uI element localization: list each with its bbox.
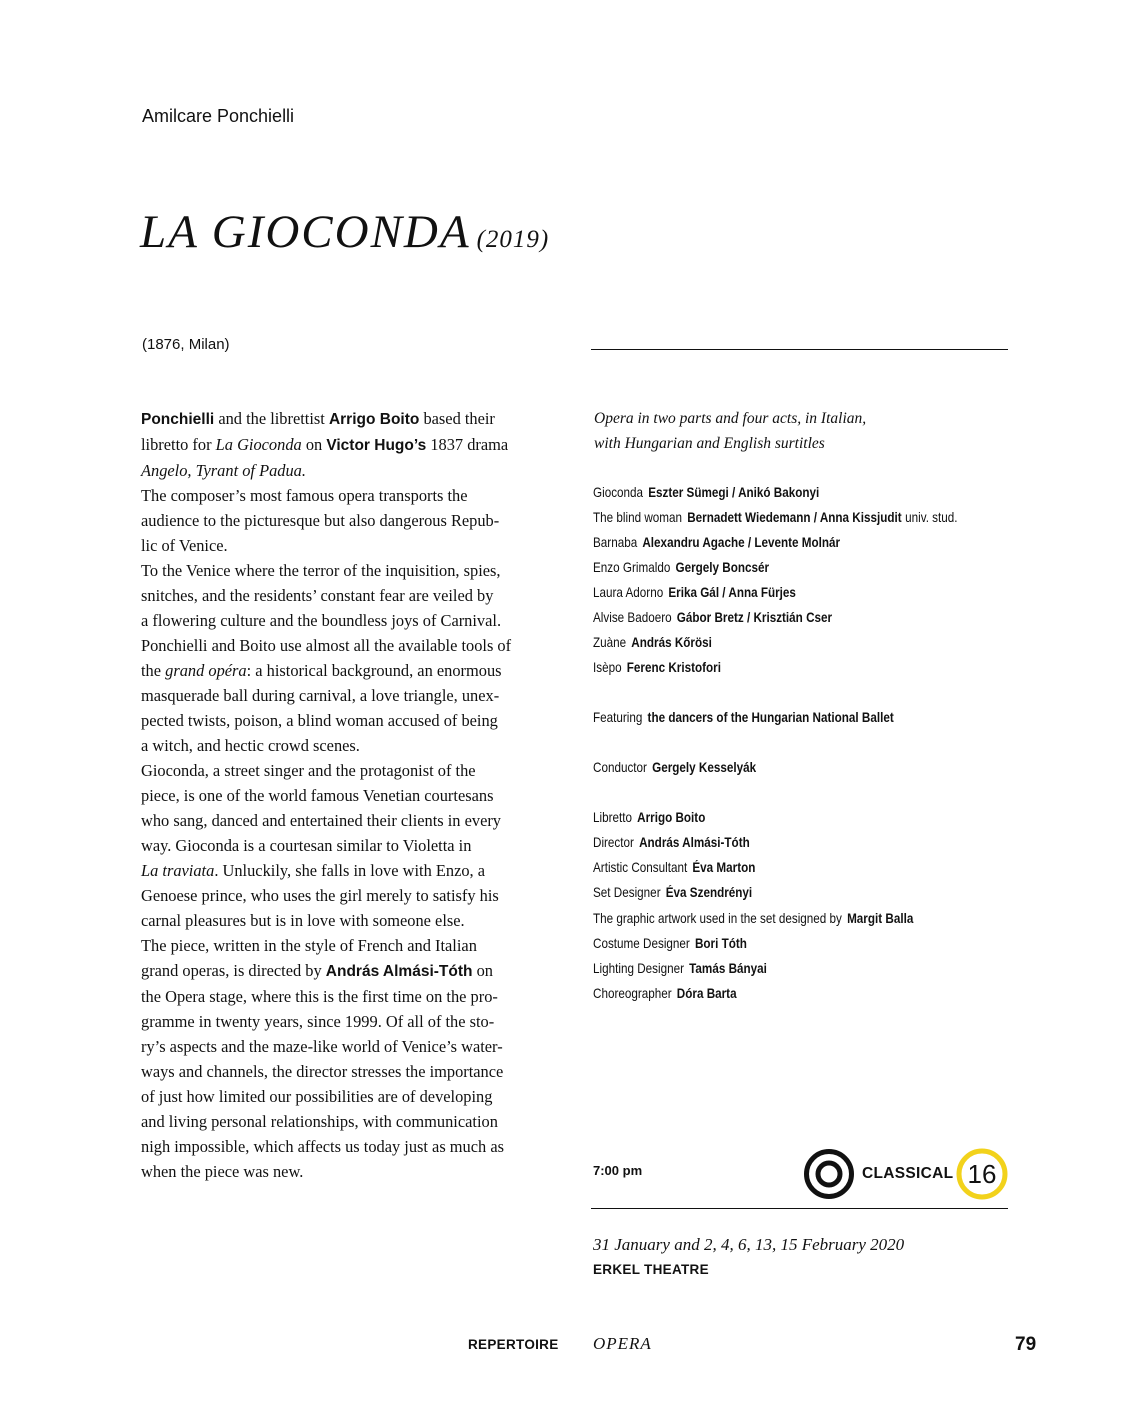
- category-label: CLASSICAL: [862, 1165, 954, 1182]
- body-line: [141, 1084, 566, 1109]
- title-year: (2019): [476, 226, 550, 253]
- body-line: [141, 883, 566, 908]
- venue-name: ERKEL THEATRE: [593, 1262, 709, 1277]
- credit-role: Laura Adorno: [593, 585, 664, 600]
- body-line: [141, 833, 566, 858]
- credit-row: [593, 583, 796, 603]
- body-line: [141, 733, 566, 758]
- body-fragment: ways and channels, the director stresses the importance: [141, 1062, 504, 1081]
- opera-subtitle: [594, 406, 866, 456]
- credit-row: [593, 959, 767, 979]
- credit-name: Eszter Sümegi / Anikó Bakonyi: [648, 485, 820, 500]
- italic-title: grand opéra: [165, 661, 247, 680]
- credit-name: András Almási-Tóth: [639, 835, 750, 850]
- credit-row: [593, 558, 769, 578]
- body-fragment: snitches, and the residents’ constant fear are veiled by: [141, 586, 494, 605]
- body-fragment: when the piece was new.: [141, 1162, 304, 1181]
- credit-row: [593, 758, 756, 778]
- body-fragment: Ponchielli and Boito use almost all the available tools of: [141, 636, 512, 655]
- bold-name: András Almási-Tóth: [325, 963, 473, 980]
- body-line: [141, 683, 566, 708]
- credit-name: Bernadett Wiedemann / Anna Kissjudit: [687, 510, 902, 525]
- composer-name: Amilcare Ponchielli: [142, 106, 295, 126]
- body-fragment: carnal pleasures but is in love with someone else.: [141, 911, 465, 930]
- italic-title: Angelo, Tyrant of Padua.: [141, 461, 306, 480]
- credit-role: Conductor: [593, 760, 647, 775]
- body-fragment: grand operas, is directed by: [141, 961, 326, 980]
- credit-role: Artistic Consultant: [593, 860, 688, 875]
- credit-role: Featuring: [593, 710, 643, 725]
- body-fragment: : a historical background, an enormous: [246, 661, 502, 680]
- credit-name: Éva Szendrényi: [665, 885, 753, 900]
- page-title: [140, 205, 549, 259]
- body-line: [141, 633, 566, 658]
- body-fragment: masquerade ball during carnival, a love triangle, unex-: [141, 686, 500, 705]
- credit-row: [593, 858, 755, 878]
- body-fragment: libretto for: [141, 435, 216, 454]
- body-fragment: who sang, danced and entertained their clients in every: [141, 811, 502, 830]
- italic-title: La traviata: [141, 861, 215, 880]
- body-fragment: a flowering culture and the boundless joys of Carnival.: [141, 611, 502, 630]
- credit-row: [593, 934, 747, 954]
- body-fragment: a witch, and hectic crowd scenes.: [141, 736, 360, 755]
- credit-name: Ferenc Kristofori: [626, 660, 721, 675]
- credit-role: Choreographer: [593, 986, 672, 1001]
- body-fragment: . Unluckily, she falls in love with Enzo, a: [214, 861, 486, 880]
- body-line: [141, 458, 566, 483]
- body-line: [141, 984, 566, 1009]
- credit-row: [593, 833, 750, 853]
- body-line: [141, 432, 566, 458]
- body-fragment: 1837 drama: [426, 435, 509, 454]
- body-line: [141, 608, 566, 633]
- credit-role: Costume Designer: [593, 936, 690, 951]
- body-fragment: piece, is one of the world famous Venetian courtesans: [141, 786, 494, 805]
- premiere-info: (1876, Milan): [142, 336, 230, 353]
- credit-role: Lighting Designer: [593, 961, 684, 976]
- footer-section-label: REPERTOIRE: [468, 1337, 559, 1352]
- credit-name: the dancers of the Hungarian National Ballet: [647, 710, 894, 725]
- body-fragment: The piece, written in the style of French and Italian: [141, 936, 477, 955]
- body-fragment: and the librettist: [214, 409, 329, 428]
- credit-role: Zuàne: [593, 635, 627, 650]
- body-line: [141, 1134, 566, 1159]
- body-fragment: ry’s aspects and the maze-like world of Venice’s water-: [141, 1037, 503, 1056]
- body-line: [141, 406, 566, 432]
- body-line: [141, 658, 566, 683]
- body-fragment: Genoese prince, who uses the girl merely to satisfy his: [141, 886, 499, 905]
- credit-name: András Kőrösi: [631, 635, 712, 650]
- synopsis-text: [141, 406, 566, 1184]
- body-line: [141, 1034, 566, 1059]
- credit-role: Alvise Badoero: [593, 610, 672, 625]
- body-line: [141, 1109, 566, 1134]
- credit-role: The graphic artwork used in the set designed by: [593, 911, 842, 926]
- credit-row: [593, 633, 712, 653]
- body-line: [141, 808, 566, 833]
- body-line: [141, 1059, 566, 1084]
- credit-role: Enzo Grimaldo: [593, 560, 671, 575]
- credit-row: [593, 483, 819, 503]
- body-fragment: audience to the picturesque but also dangerous Repub-: [141, 511, 500, 530]
- top-divider: [591, 349, 1008, 350]
- page-number: 79: [1015, 1334, 1037, 1355]
- credit-name: Bori Tóth: [694, 936, 747, 951]
- body-line: [141, 583, 566, 608]
- body-line: [141, 858, 566, 883]
- credit-role: Barnaba: [593, 535, 638, 550]
- credit-name: Gergely Kesselyák: [652, 760, 757, 775]
- concentric-circles-icon: [803, 1148, 855, 1200]
- body-line: [141, 508, 566, 533]
- performance-dates: 31 January and 2, 4, 6, 13, 15 February 2020: [593, 1235, 905, 1254]
- footer-genre-label: OPERA: [593, 1334, 652, 1353]
- body-line: [141, 958, 566, 984]
- body-line: [141, 933, 566, 958]
- body-fragment: pected twists, poison, a blind woman accused of being: [141, 711, 498, 730]
- body-fragment: the: [141, 661, 166, 680]
- body-fragment: lic of Venice.: [141, 536, 228, 555]
- credit-row: [593, 708, 894, 728]
- body-line: [141, 1009, 566, 1034]
- bold-name: Arrigo Boito: [328, 411, 420, 428]
- credit-role: Gioconda: [593, 485, 644, 500]
- credit-name: Gergely Boncsér: [675, 560, 770, 575]
- performance-time: 7:00 pm: [593, 1163, 643, 1178]
- credit-row: [593, 533, 840, 553]
- bold-name: Victor Hugo’s: [326, 437, 427, 454]
- credit-role: Libretto: [593, 810, 632, 825]
- subtitle-line: Opera in two parts and four acts, in Italian,: [594, 410, 867, 427]
- subtitle-line: with Hungarian and English surtitles: [594, 435, 825, 452]
- credit-row: [593, 658, 721, 678]
- body-line: [141, 908, 566, 933]
- body-fragment: on: [301, 435, 327, 454]
- credit-role: Set Designer: [593, 885, 661, 900]
- credit-row: [593, 883, 752, 903]
- credit-note: univ. stud.: [905, 510, 958, 525]
- credit-name: Gábor Bretz / Krisztián Cser: [676, 610, 833, 625]
- credit-name: Éva Marton: [692, 860, 756, 875]
- bold-name: Ponchielli: [141, 411, 215, 428]
- credit-role: Director: [593, 835, 634, 850]
- credit-row: [593, 984, 737, 1004]
- body-line: [141, 708, 566, 733]
- body-line: [141, 783, 566, 808]
- credit-name: Tamás Bányai: [689, 961, 767, 976]
- credit-name: Alexandru Agache / Levente Molnár: [642, 535, 841, 550]
- body-line: [141, 533, 566, 558]
- body-fragment: way. Gioconda is a courtesan similar to Violetta in: [141, 836, 472, 855]
- age-rating-text: 16: [967, 1159, 997, 1189]
- credit-row: [593, 808, 705, 828]
- title-text: LA GIOCONDA: [140, 206, 471, 258]
- body-fragment: The composer’s most famous opera transports the: [141, 486, 468, 505]
- body-fragment: gramme in twenty years, since 1999. Of all of the sto-: [141, 1012, 495, 1031]
- credit-row: [593, 508, 958, 528]
- credit-row: [593, 909, 913, 929]
- credit-name: Margit Balla: [847, 911, 914, 926]
- body-fragment: Gioconda, a street singer and the protagonist of the: [141, 761, 476, 780]
- credit-role: Isèpo: [593, 660, 622, 675]
- body-fragment: nigh impossible, which affects us today just as much as: [141, 1137, 504, 1156]
- body-fragment: of just how limited our possibilities are of developing: [141, 1087, 493, 1106]
- credit-name: Dóra Barta: [676, 986, 737, 1001]
- body-fragment: and living personal relationships, with communication: [141, 1112, 498, 1131]
- bottom-divider: [591, 1208, 1008, 1209]
- credit-role: The blind woman: [593, 510, 683, 525]
- body-line: [141, 483, 566, 508]
- credit-name: Erika Gál / Anna Fürjes: [668, 585, 796, 600]
- body-fragment: To the Venice where the terror of the inquisition, spies,: [141, 561, 501, 580]
- body-fragment: on: [472, 961, 493, 980]
- credit-name: Arrigo Boito: [637, 810, 706, 825]
- body-line: [141, 1159, 566, 1184]
- body-fragment: based their: [419, 409, 495, 428]
- body-line: [141, 558, 566, 583]
- body-line: [141, 758, 566, 783]
- body-fragment: the Opera stage, where this is the first time on the pro-: [141, 987, 498, 1006]
- credit-row: [593, 608, 832, 628]
- italic-title: La Gioconda: [215, 435, 302, 454]
